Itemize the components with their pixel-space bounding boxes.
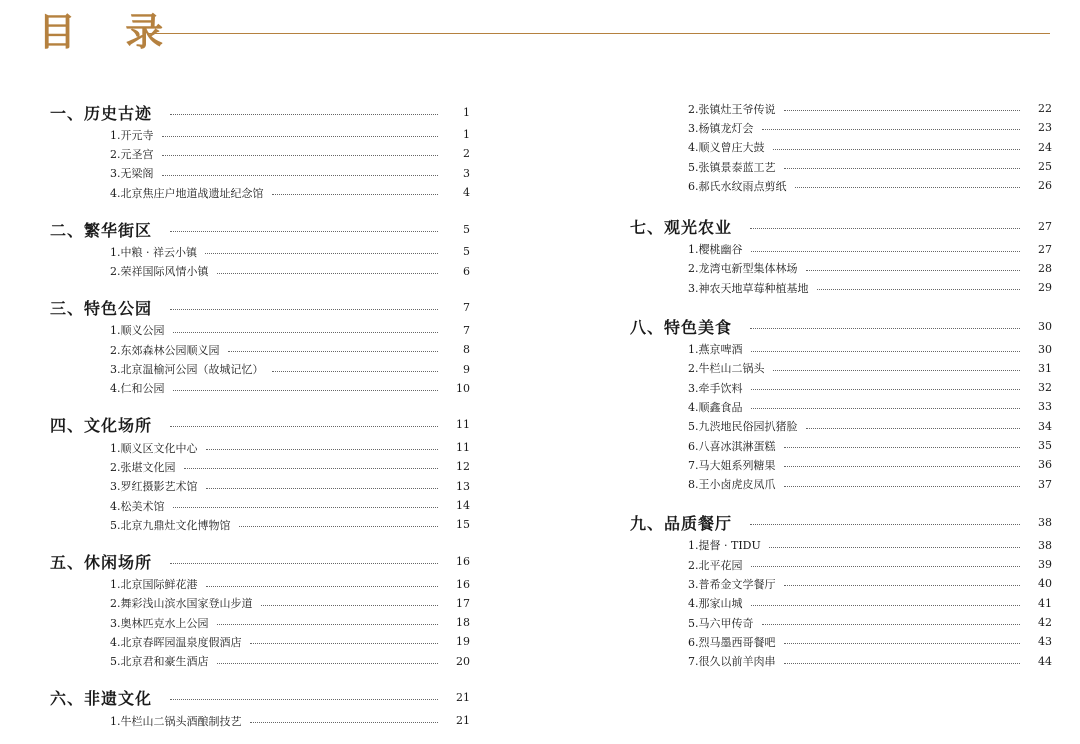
- page-number: 19: [456, 635, 470, 649]
- dot-leader: [784, 110, 1021, 111]
- section-title: 二、繁华街区: [50, 220, 153, 240]
- dot-leader: [750, 328, 1020, 329]
- toc-entry[interactable]: [630, 118, 1052, 137]
- entry-title: 3.牵手饮料: [688, 381, 743, 395]
- dot-leader: [170, 699, 438, 700]
- toc-entry[interactable]: [50, 457, 470, 476]
- page-number: 44: [1038, 654, 1052, 668]
- dot-leader: [784, 486, 1021, 487]
- page-number: 16: [456, 554, 470, 568]
- toc-entry[interactable]: [630, 652, 1052, 671]
- toc-entry[interactable]: [630, 339, 1052, 358]
- dot-leader: [261, 605, 439, 606]
- section-title: 七、观光农业: [630, 217, 733, 237]
- page-number: 36: [1038, 458, 1052, 472]
- entry-title: 2.荣祥国际风情小镇: [110, 265, 209, 279]
- toc-entry[interactable]: [50, 242, 470, 261]
- dot-leader: [217, 663, 439, 664]
- entry-title: 5.马六甲传奇: [688, 616, 754, 630]
- page-number: 22: [1038, 102, 1052, 116]
- section-title: 九、品质餐厅: [630, 514, 733, 534]
- dot-leader: [784, 643, 1021, 644]
- toc-entry[interactable]: [630, 613, 1052, 632]
- dot-leader: [184, 468, 439, 469]
- entry-title: 4.顺义曾庄大鼓: [688, 141, 765, 155]
- section-title: 五、休闲场所: [50, 552, 153, 572]
- toc-left-column: [50, 99, 470, 744]
- entry-title: 1.燕京啤酒: [688, 343, 743, 357]
- page-number: 40: [1038, 577, 1052, 591]
- page-number: 18: [456, 616, 470, 630]
- dot-leader: [817, 289, 1021, 290]
- toc-entry[interactable]: [50, 613, 470, 632]
- page-number: 37: [1038, 477, 1052, 491]
- entry-title: 4.北京焦庄户地道战遗址纪念馆: [110, 186, 264, 200]
- dot-leader: [173, 390, 439, 391]
- page-number: 10: [456, 381, 470, 395]
- page-number: 17: [456, 596, 470, 610]
- entry-title: 4.那家山城: [688, 597, 743, 611]
- toc-entry[interactable]: [630, 359, 1052, 378]
- entry-title: 3.普希金文学餐厅: [688, 577, 776, 591]
- dot-leader: [170, 231, 438, 232]
- dot-leader: [173, 507, 439, 508]
- toc-entry[interactable]: [50, 261, 470, 280]
- toc-entry[interactable]: [50, 496, 470, 515]
- dot-leader: [170, 309, 438, 310]
- page-title: 目 录: [38, 9, 182, 54]
- dot-leader: [170, 426, 438, 427]
- page-number: 5: [463, 222, 470, 236]
- entry-title: 3.罗红摄影艺术馆: [110, 480, 198, 494]
- dot-leader: [206, 449, 439, 450]
- dot-leader: [769, 547, 1020, 548]
- page-number: 35: [1038, 439, 1052, 452]
- toc-section-heading[interactable]: [50, 548, 470, 574]
- toc-entry[interactable]: [50, 515, 470, 534]
- toc-entry[interactable]: [50, 321, 470, 340]
- dot-leader: [806, 270, 1021, 271]
- toc-section-heading[interactable]: [50, 216, 470, 242]
- page-number: 3: [463, 166, 470, 180]
- dot-leader: [272, 371, 439, 372]
- entry-title: 4.松美术馆: [110, 499, 165, 513]
- toc-entry[interactable]: [630, 239, 1052, 258]
- toc-entry[interactable]: [630, 536, 1052, 555]
- page-number: 15: [456, 518, 470, 532]
- section-title: 八、特色美食: [630, 317, 733, 337]
- page-number: 32: [1038, 381, 1052, 395]
- section-title: 一、历史古迹: [50, 103, 153, 123]
- toc-entry[interactable]: [630, 99, 1052, 118]
- dot-leader: [162, 175, 439, 176]
- toc-entry[interactable]: [630, 259, 1052, 278]
- toc-entry[interactable]: [630, 474, 1052, 493]
- page-number: 1: [463, 105, 470, 119]
- toc-section: [50, 216, 470, 281]
- page-number: 4: [463, 186, 470, 200]
- toc-entry[interactable]: [50, 379, 470, 398]
- page-number: 1: [463, 128, 470, 142]
- toc-entry[interactable]: [630, 157, 1052, 176]
- dot-leader: [762, 129, 1021, 130]
- entry-title: 3.奥林匹克水上公园: [110, 616, 209, 630]
- toc-entry[interactable]: [630, 397, 1052, 416]
- page-number: 30: [1038, 342, 1052, 356]
- dot-leader: [784, 585, 1021, 586]
- toc-entry[interactable]: [630, 278, 1052, 297]
- dot-leader: [806, 428, 1021, 429]
- entry-title: 2.张镇灶王爷传说: [688, 102, 776, 116]
- page-number: 13: [456, 479, 470, 493]
- dot-leader: [751, 566, 1021, 567]
- dot-leader: [173, 332, 439, 333]
- entry-title: 1.顺义区文化中心: [110, 441, 198, 455]
- dot-leader: [228, 351, 439, 352]
- dot-leader: [784, 466, 1021, 467]
- page-number: 38: [1038, 516, 1052, 530]
- toc-entry[interactable]: [50, 632, 470, 651]
- entry-title: 2.北平花园: [688, 558, 743, 572]
- entry-title: 6.八喜冰淇淋蛋糕: [688, 439, 776, 453]
- entry-title: 2.龙湾屯新型集体林场: [688, 262, 798, 276]
- page-number: 38: [1038, 538, 1052, 552]
- dot-leader: [170, 114, 438, 115]
- page-number: 7: [463, 301, 470, 315]
- toc-section-heading[interactable]: [630, 510, 1052, 536]
- entry-title: 4.北京春晖园温泉度假酒店: [110, 635, 242, 649]
- title-rule: [148, 33, 1050, 34]
- page-number: 25: [1038, 160, 1052, 174]
- toc-entry[interactable]: [630, 176, 1052, 195]
- entry-title: 4.仁和公园: [110, 382, 165, 396]
- toc-entry[interactable]: [50, 144, 470, 163]
- page-number: 39: [1038, 558, 1052, 572]
- page-number: 12: [456, 460, 470, 474]
- toc-entry[interactable]: [50, 125, 470, 144]
- dot-leader: [239, 526, 439, 527]
- entry-title: 2.东郊森林公园顺义园: [110, 343, 220, 357]
- dot-leader: [170, 563, 438, 564]
- toc-entry[interactable]: [50, 594, 470, 613]
- entry-title: 3.无梁阁: [110, 167, 154, 181]
- page-number: 30: [1038, 319, 1052, 333]
- entry-title: 5.张镇景泰蓝工艺: [688, 160, 776, 174]
- page-number: 21: [456, 714, 470, 728]
- entry-title: 4.顺鑫食品: [688, 400, 743, 414]
- page-number: 16: [456, 577, 470, 591]
- toc-section: [630, 313, 1052, 493]
- dot-leader: [784, 663, 1021, 664]
- page-number: 34: [1038, 419, 1052, 433]
- dot-leader: [250, 643, 439, 644]
- page-number: 24: [1038, 140, 1052, 154]
- page-number: 21: [456, 691, 470, 705]
- dot-leader: [750, 524, 1020, 525]
- dot-leader: [773, 370, 1021, 371]
- dot-leader: [773, 149, 1021, 150]
- toc-section: [50, 295, 470, 398]
- toc-section-continued: [630, 99, 1052, 195]
- toc-entry[interactable]: [630, 417, 1052, 436]
- toc-entry[interactable]: [50, 711, 470, 730]
- entry-title: 1.顺义公园: [110, 324, 165, 338]
- page-number: 7: [463, 323, 470, 337]
- section-title: 三、特色公园: [50, 299, 153, 319]
- toc-entry[interactable]: [50, 183, 470, 202]
- page-number: 27: [1038, 242, 1052, 256]
- dot-leader: [206, 488, 439, 489]
- dot-leader: [162, 136, 439, 137]
- page-number: 43: [1038, 635, 1052, 649]
- toc-entry[interactable]: [630, 436, 1052, 455]
- entry-title: 1.北京国际鲜花港: [110, 578, 198, 592]
- entry-title: 7.很久以前羊肉串: [688, 655, 776, 669]
- page-number: 8: [463, 343, 470, 357]
- entry-title: 6.郝氏水纹雨点剪纸: [688, 179, 787, 193]
- page-number: 11: [456, 418, 470, 432]
- page-number: 31: [1038, 361, 1052, 375]
- entry-title: 5.九渋地民俗园扒猪脸: [688, 420, 798, 434]
- toc-entry[interactable]: [630, 574, 1052, 593]
- page-number: 2: [463, 147, 470, 161]
- toc-entry[interactable]: [50, 574, 470, 593]
- dot-leader: [784, 447, 1021, 448]
- toc-section-heading[interactable]: [630, 213, 1052, 239]
- toc-entry[interactable]: [50, 164, 470, 183]
- toc-entry[interactable]: [50, 438, 470, 457]
- entry-title: 1.开元寺: [110, 128, 154, 142]
- page-number: 29: [1038, 281, 1052, 295]
- toc-section: [630, 510, 1052, 671]
- toc-entry[interactable]: [630, 632, 1052, 651]
- toc-section-heading[interactable]: [50, 295, 470, 321]
- dot-leader: [206, 586, 439, 587]
- entry-title: 6.烈马墨西哥餐吧: [688, 635, 776, 649]
- toc-section: [50, 548, 470, 670]
- entry-title: 2.舞彩浅山滨水国家登山步道: [110, 597, 253, 611]
- toc-entry[interactable]: [50, 340, 470, 359]
- dot-leader: [162, 155, 439, 156]
- page-number: 28: [1038, 261, 1052, 275]
- entry-title: 2.牛栏山二锅头: [688, 362, 765, 376]
- entry-title: 3.神农天地草莓种植基地: [688, 281, 809, 295]
- dot-leader: [762, 624, 1021, 625]
- toc-section: [50, 99, 470, 202]
- page-number: 6: [463, 264, 470, 278]
- toc-entry[interactable]: [630, 594, 1052, 613]
- page-number: 42: [1038, 616, 1052, 630]
- entry-title: 3.杨镇龙灯会: [688, 121, 754, 135]
- toc-entry[interactable]: [50, 477, 470, 496]
- toc-section-heading[interactable]: [50, 412, 470, 438]
- dot-leader: [751, 408, 1021, 409]
- dot-leader: [217, 273, 439, 274]
- entry-title: 1.中粮 · 祥云小镇: [110, 245, 197, 259]
- entry-title: 2.元圣宫: [110, 147, 154, 161]
- dot-leader: [795, 187, 1021, 188]
- toc-entry[interactable]: [50, 359, 470, 378]
- toc-right-column: [630, 99, 1052, 687]
- toc-entry[interactable]: [50, 652, 470, 671]
- dot-leader: [205, 253, 438, 254]
- toc-entry[interactable]: [630, 555, 1052, 574]
- page-number: 23: [1038, 121, 1052, 135]
- page-number: 5: [463, 245, 470, 259]
- page-number: 27: [1038, 219, 1052, 233]
- toc-entry[interactable]: [630, 378, 1052, 397]
- dot-leader: [750, 228, 1020, 229]
- toc-entry[interactable]: [630, 455, 1052, 474]
- entry-title: 1.提督 · TIDU: [688, 539, 761, 553]
- page-number: 9: [463, 362, 470, 376]
- entry-title: 5.北京君和豪生酒店: [110, 655, 209, 669]
- dot-leader: [272, 194, 439, 195]
- entry-title: 1.牛栏山二锅头酒酿制技艺: [110, 714, 242, 728]
- dot-leader: [784, 168, 1021, 169]
- dot-leader: [217, 624, 439, 625]
- toc-section: [630, 213, 1052, 297]
- entry-title: 5.北京九鼎灶文化博物馆: [110, 518, 231, 532]
- toc-section-heading[interactable]: [630, 313, 1052, 339]
- toc-section-heading[interactable]: [50, 99, 470, 125]
- page-number: 20: [456, 654, 470, 668]
- entry-title: 1.樱桃幽谷: [688, 243, 743, 257]
- dot-leader: [250, 722, 439, 723]
- section-title: 四、文化场所: [50, 416, 153, 436]
- dot-leader: [751, 251, 1021, 252]
- toc-section-heading[interactable]: [50, 685, 470, 711]
- entry-title: 2.张堪文化园: [110, 460, 176, 474]
- dot-leader: [751, 605, 1021, 606]
- toc-entry[interactable]: [630, 138, 1052, 157]
- page-number: 14: [456, 499, 470, 512]
- page-number: 41: [1038, 596, 1052, 610]
- dot-leader: [751, 389, 1021, 390]
- entry-title: 7.马大姐系列糖果: [688, 458, 776, 472]
- section-title: 六、非遗文化: [50, 689, 153, 709]
- toc-section: [50, 412, 470, 534]
- entry-title: 8.王小卤虎皮凤爪: [688, 478, 776, 492]
- page-number: 33: [1038, 400, 1052, 414]
- page-number: 26: [1038, 179, 1052, 193]
- dot-leader: [751, 351, 1021, 352]
- page-number: 11: [456, 441, 470, 455]
- toc-section: [50, 685, 470, 730]
- entry-title: 3.北京温榆河公园（故城记忆）: [110, 363, 264, 377]
